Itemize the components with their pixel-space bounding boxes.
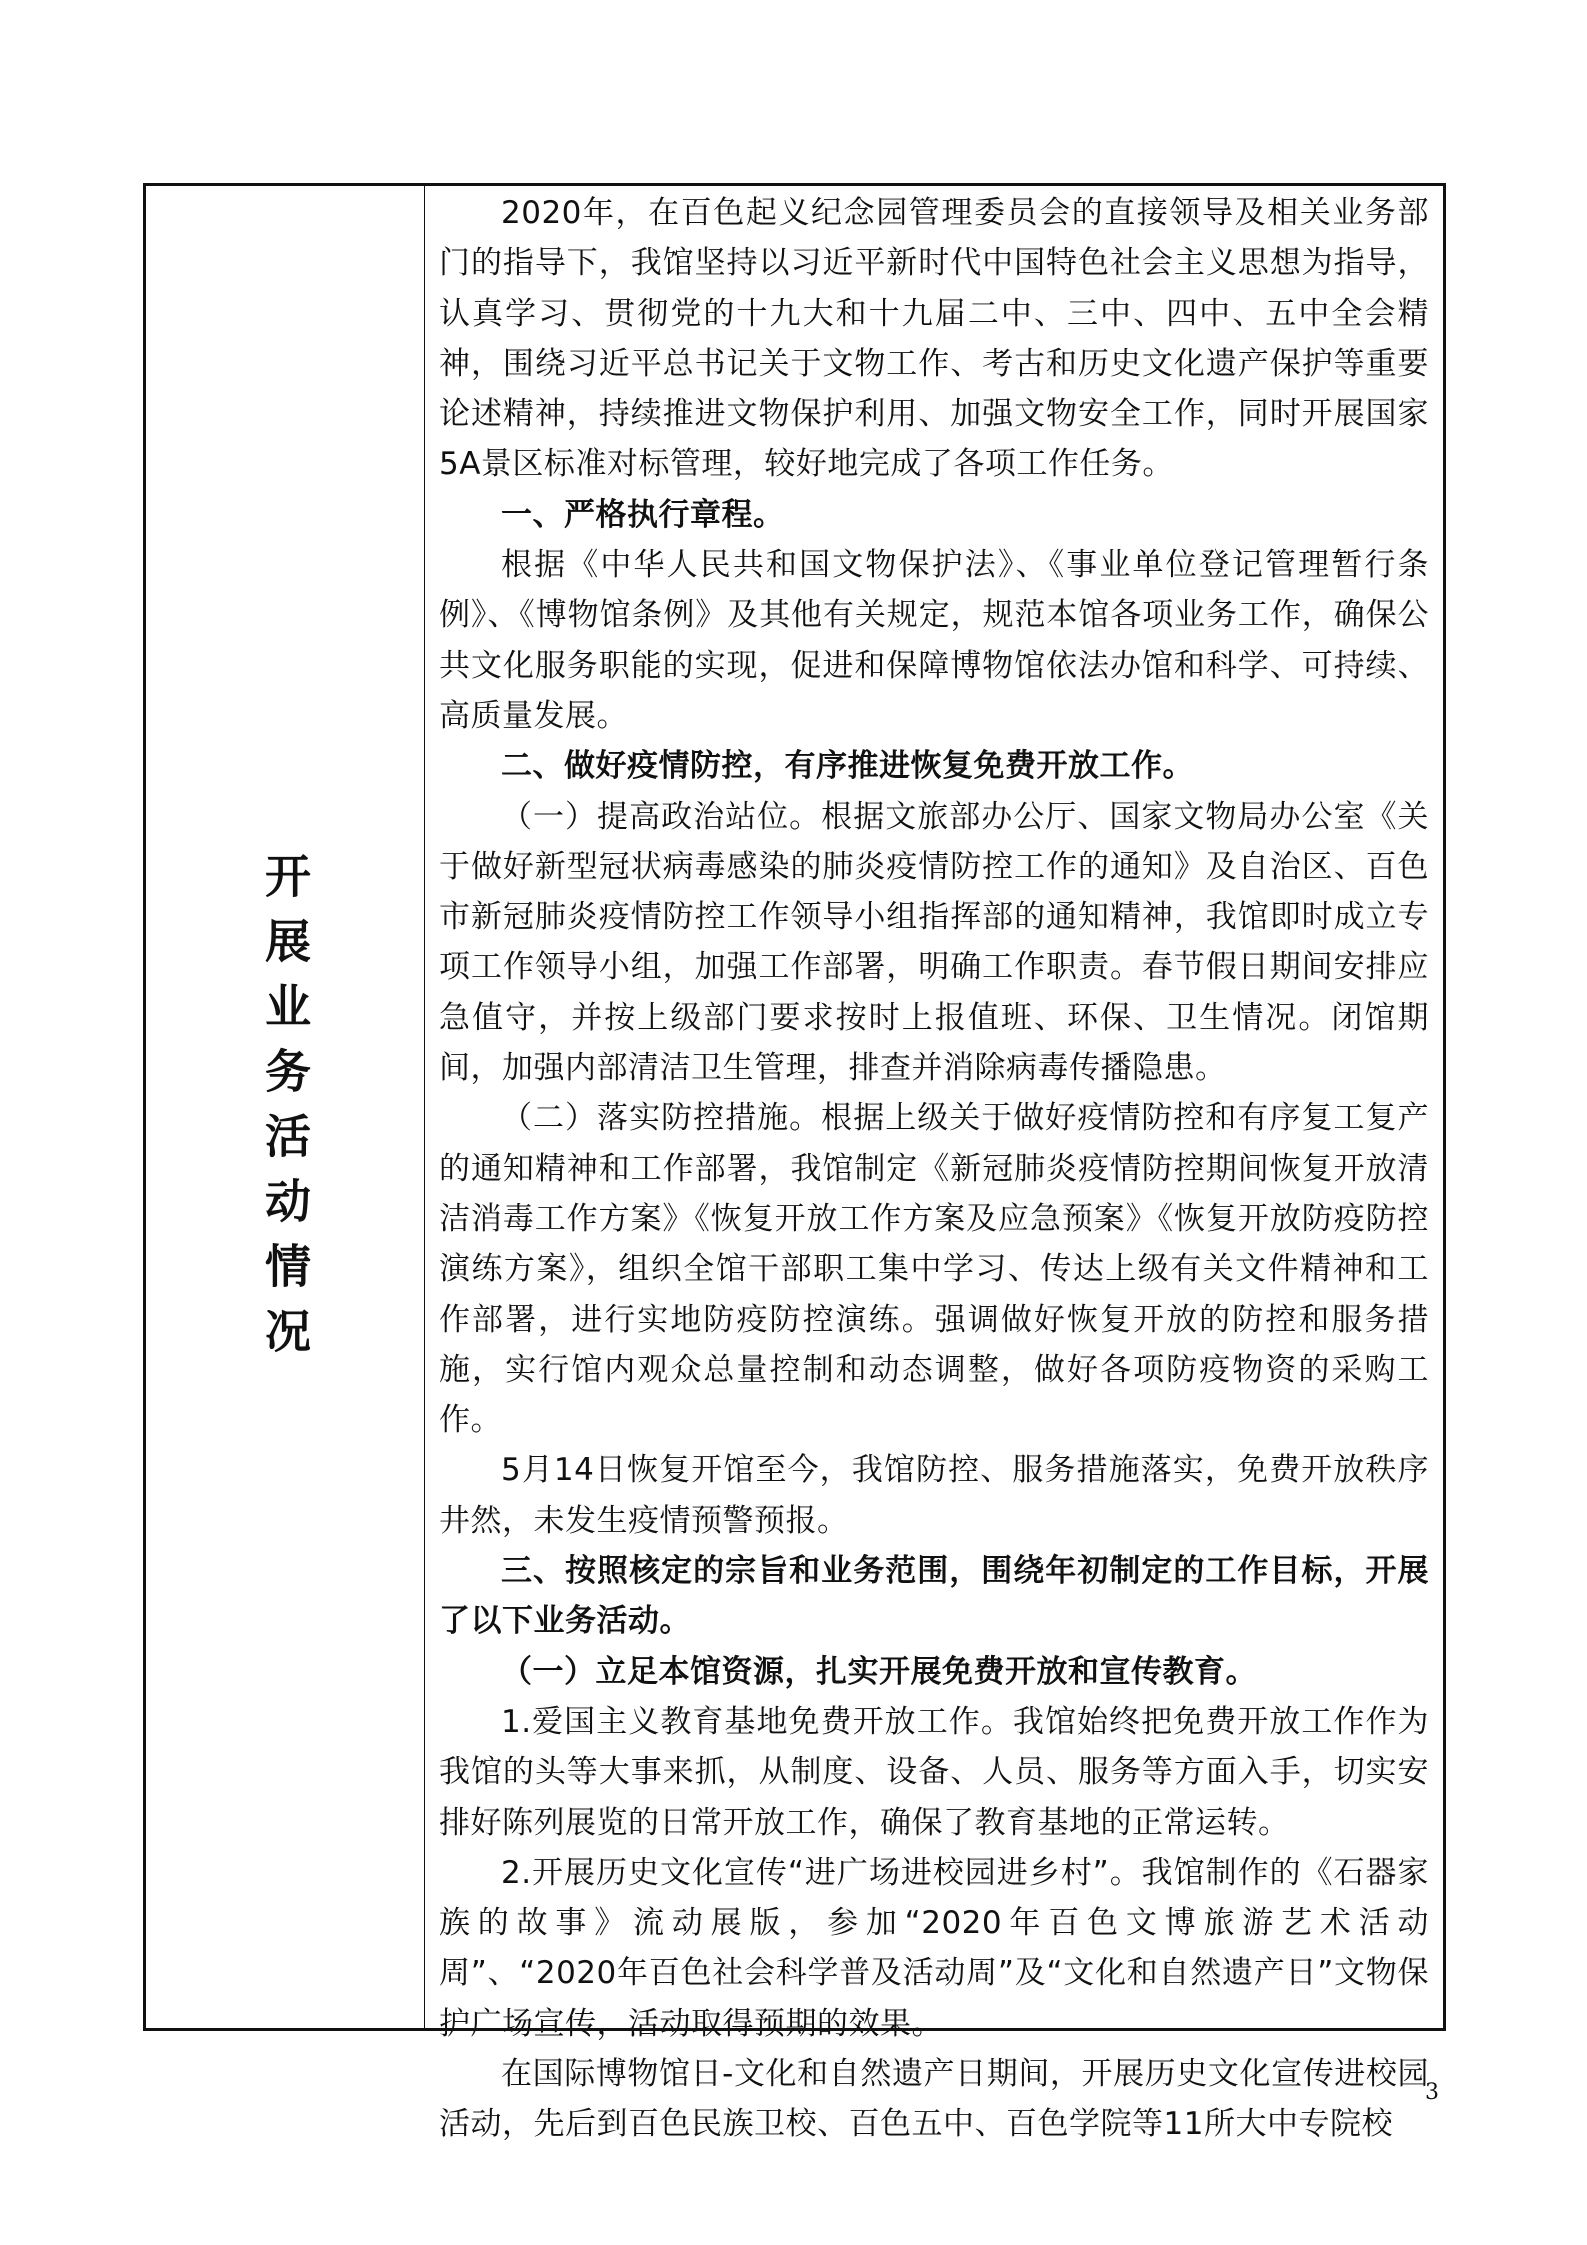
paragraph: （一）提高政治站位。根据文旅部办公厅、国家文物局办公室《关于做好新型冠状病毒感染的肺炎疫情防控工作的通知》及自治区、百色市新冠肺炎疫情防控工作领导小组指挥部的通知精神，我馆即时成立专项工作领导小组，加强工作部署，明确工作职责。春节假日期间安排应急值守，并按上级部门要求按时上报值班、环保、卫生情况。闭馆期间，加强内部清洁卫生管理，排查并消除病毒传播隐患。 bbox=[439, 798, 1429, 1087]
page-number: 3 bbox=[1425, 2080, 1439, 2105]
section-label-cell bbox=[146, 186, 425, 2028]
paragraph: （二）落实防控措施。根据上级关于做好疫情防控和有序复工复产的通知精神和工作部署，我馆制定《新冠肺炎疫情防控期间恢复开放清洁消毒工作方案》《恢复开放工作方案及应急预案》《恢复开放防疫防控演练方案》，组织全馆干部职工集中学习、传达上级有关文件精神和工作部署，进行实地防疫防控演练。强调做好恢复开放的防控和服务措施，实行馆内观众总量控制和动态调整，做好各项防疫物资的采购工作。 bbox=[439, 1100, 1429, 1439]
paragraph: 1.爱国主义教育基地免费开放工作。我馆始终把免费开放工作作为我馆的头等大事来抓，从制度、设备、人员、服务等方面入手，切实安排好陈列展览的日常开放工作，确保了教育基地的正常运转。 bbox=[439, 1703, 1429, 1841]
heading-paragraph: 一、严格执行章程。 bbox=[501, 496, 785, 533]
heading-paragraph: 三、按照核定的宗旨和业务范围，围绕年初制定的工作目标，开展了以下业务活动。 bbox=[439, 1553, 1429, 1640]
paragraph: 2.开展历史文化宣传“进广场进校园进乡村”。我馆制作的《石器家族的故事》流动展版，参加“2020年百色文博旅游艺术活动周”、“2020年百色社会科学普及活动周”及“文化和自然遗产日”文物保护广场宣传，活动取得预期的效果。 bbox=[439, 1854, 1429, 2042]
paragraph: 2020年，在百色起义纪念园管理委员会的直接领导及相关业务部门的指导下，我馆坚持以习近平新时代中国特色社会主义思想为指导，认真学习、贯彻党的十九大和十九届二中、三中、四中、五中全会精神，围绕习近平总书记关于文物工作、考古和历史文化遗产保护等重要论述精神，持续推进文物保护利用、加强文物安全工作，同时开展国家5A景区标准对标管理，较好地完成了各项工作任务。 bbox=[439, 195, 1429, 483]
report-table bbox=[143, 183, 1446, 2143]
paragraph: 在国际博物馆日-文化和自然遗产日期间，开展历史文化宣传进校园活动，先后到百色民族卫校、百色五中、百色学院等11所大中专院校 bbox=[439, 2055, 1429, 2143]
section-label: 开展业务活动情况 bbox=[258, 852, 312, 1372]
heading-paragraph: 二、做好疫情防控，有序推进恢复免费开放工作。 bbox=[501, 748, 1194, 785]
section-content-cell bbox=[425, 186, 1443, 2143]
heading-paragraph: （一）立足本馆资源，扎实开展免费开放和宣传教育。 bbox=[501, 1653, 1257, 1690]
paragraph: 根据《中华人民共和国文物保护法》、《事业单位登记管理暂行条例》、《博物馆条例》及其他有关规定，规范本馆各项业务工作，确保公共文化服务职能的实现，促进和保障博物馆依法办馆和科学、可持续、高质量发展。 bbox=[439, 547, 1429, 734]
paragraph: 5月14日恢复开馆至今，我馆防控、服务措施落实，免费开放秩序井然，未发生疫情预警预报。 bbox=[439, 1452, 1429, 1539]
